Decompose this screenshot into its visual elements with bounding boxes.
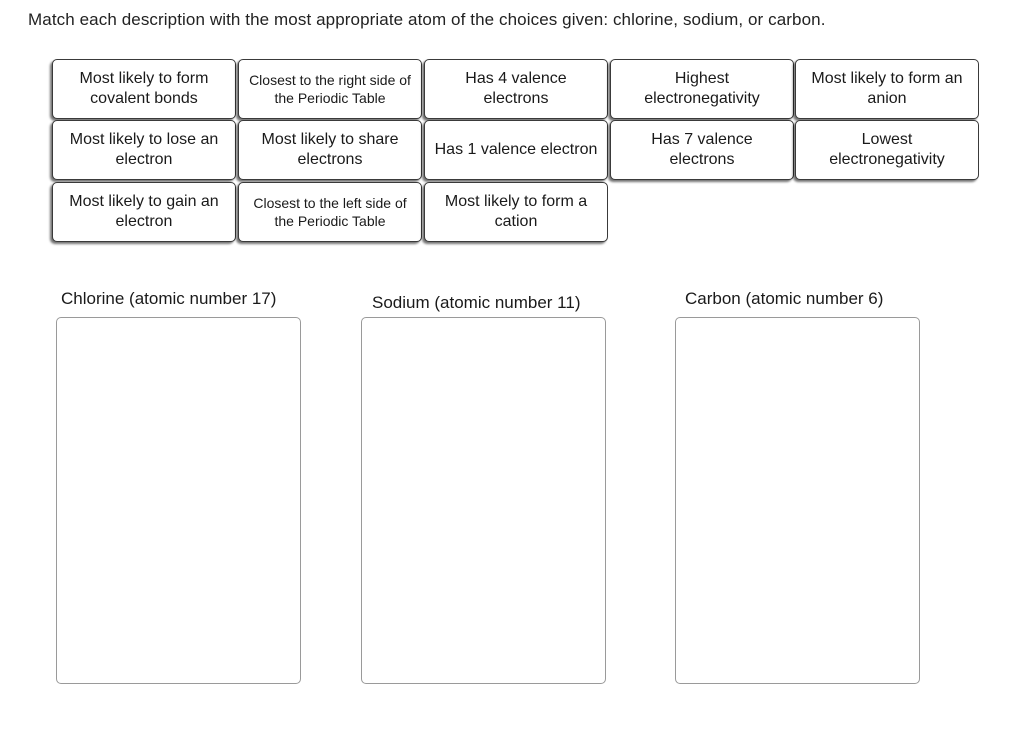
tile-lowest-electronegativity[interactable]: Lowest electronegativity <box>795 120 979 180</box>
drop-zone-label-chlorine: Chlorine (atomic number 17) <box>61 289 277 308</box>
tile-most-likely-to-form-anion[interactable]: Most likely to form an anion <box>795 59 979 119</box>
drop-zone-carbon[interactable] <box>675 317 920 684</box>
tile-has-4-valence-electrons[interactable]: Has 4 valence electrons <box>424 59 608 119</box>
drop-zone-sodium[interactable] <box>361 317 606 684</box>
tile-most-likely-to-share-electrons[interactable]: Most likely to share electrons <box>238 120 422 180</box>
drop-zone-chlorine[interactable] <box>56 317 301 684</box>
tile-highest-electronegativity[interactable]: Highest electronegativity <box>610 59 794 119</box>
tile-has-1-valence-electron[interactable]: Has 1 valence electron <box>424 120 608 180</box>
tile-closest-to-left-side[interactable]: Closest to the left side of the Periodic Table <box>238 182 422 242</box>
tile-most-likely-to-form-cation[interactable]: Most likely to form a cation <box>424 182 608 242</box>
tile-most-likely-to-gain-electron[interactable]: Most likely to gain an electron <box>52 182 236 242</box>
drop-zone-label-sodium: Sodium (atomic number 11) <box>372 293 581 312</box>
tile-most-likely-to-form-covalent-bonds[interactable]: Most likely to form covalent bonds <box>52 59 236 119</box>
drop-zone-label-carbon: Carbon (atomic number 6) <box>685 289 884 308</box>
tile-closest-to-right-side[interactable]: Closest to the right side of the Periodic Table <box>238 59 422 119</box>
tile-has-7-valence-electrons[interactable]: Has 7 valence electrons <box>610 120 794 180</box>
instructions-text: Match each description with the most appropriate atom of the choices given: chlorine, sodium, or carbon. <box>28 10 826 29</box>
tile-most-likely-to-lose-electron[interactable]: Most likely to lose an electron <box>52 120 236 180</box>
